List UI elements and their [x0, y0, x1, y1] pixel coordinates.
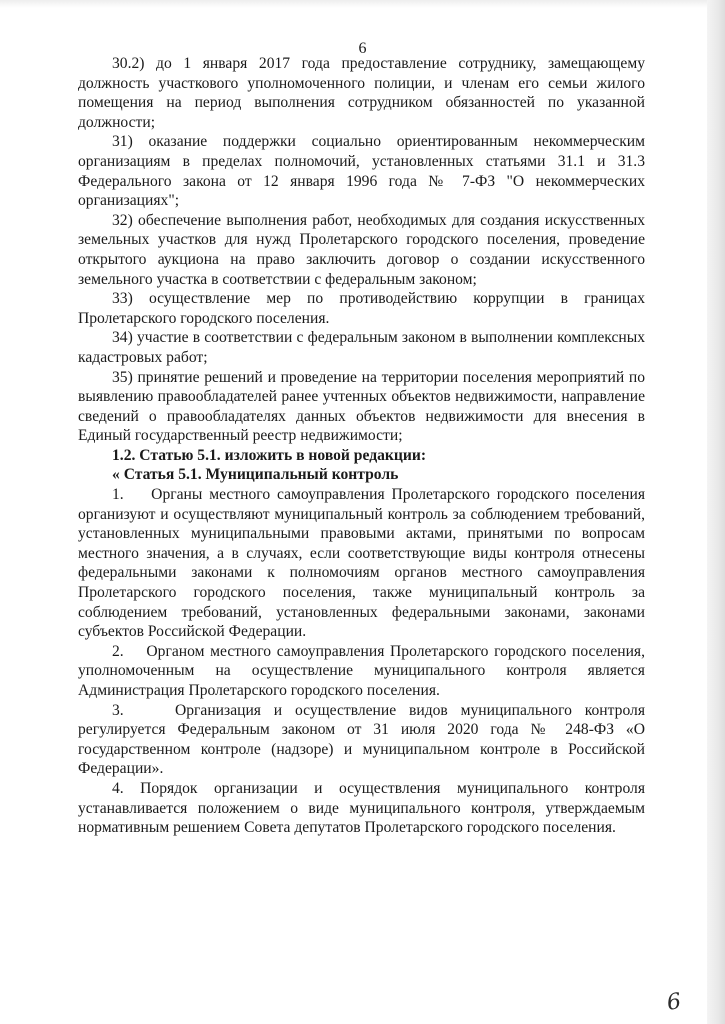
article-clause-3: 3. Организация и осуществление видов муниципального контроля регулируется Федеральным законом от 31 июля 2020 года № 248-ФЗ «О государственном контроле (надзоре) и муниципальном контроле в Российской Федерации». [78, 701, 645, 778]
article-clause-4: 4. Порядок организации и осуществления муниципального контроля устанавливается положением о виде муниципального контроля, утверждаемым нормативным решением Совета депутатов Пролетарского городского поселения. [78, 779, 645, 837]
paragraph-33: 33) осуществление мер по противодействию коррупции в границах Пролетарского городского поселения. [78, 290, 645, 327]
article-clause-2: 2. Органом местного самоуправления Пролетарского городского поселения, уполномоченным на осуществление муниципального контроля является Администрация Пролетарского городского поселения. [78, 642, 645, 699]
document-body [78, 54, 645, 838]
scan-top-shading [0, 0, 725, 8]
paragraph-31: 31) оказание поддержки социально ориентированным некоммерческим организациям в пределах полномочий, установленных статьями 31.1 и 31.3 Федерального закона от 12 января 1996 года № 7-ФЗ "О некоммерческих организациях"; [78, 133, 645, 210]
article-heading-5-1: « Статья 5.1. Муниципальный контроль [112, 466, 399, 484]
paragraph-30-2: 30.2) до 1 января 2017 года предоставление сотруднику, замещающему должность участкового уполномоченного полиции, и членам его семьи жилого помещения на период выполнения сотрудником обязанностей по указанной должности; [78, 55, 645, 131]
scan-page-edge [707, 0, 725, 1024]
page-number: 6 [358, 40, 367, 57]
handwritten-page-mark: 6 [665, 989, 683, 1016]
paragraph-32: 32) обеспечение выполнения работ, необходимых для создания искусственных земельных участков для нужд Пролетарского городского поселения, проведение открытого аукциона на право заключить договор о создании искусственного земельного участка в соответствии с федеральным законом; [78, 211, 645, 288]
paragraph-34: 34) участие в соответствии с федеральным законом в выполнении комплексных кадастровых работ; [78, 329, 645, 366]
section-heading-1-2: 1.2. Статью 5.1. изложить в новой редакции: [112, 446, 427, 464]
paragraph-35: 35) принятие решений и проведение на территории поселения мероприятий по выявлению правообладателей ранее учтенных объектов недвижимости, направление сведений о правообладателях данных объектов недвижимости для внесения в Единый государственный реестр недвижимости; [78, 368, 645, 445]
article-clause-1: 1. Органы местного самоуправления Пролетарского городского поселения организуют и осуществляют муниципальный контроль за соблюдением требований, установленных муниципальными правовыми актами, принятыми по вопросам местного значения, а в случаях, если соответствующие виды контроля отнесены федеральными законами к полномочиям органов местного самоуправления Пролетарского городского поселения, также муниципальный контроль за соблюдением требований, установленных федеральными законами, законами субъектов Российской Федерации. [78, 486, 645, 641]
